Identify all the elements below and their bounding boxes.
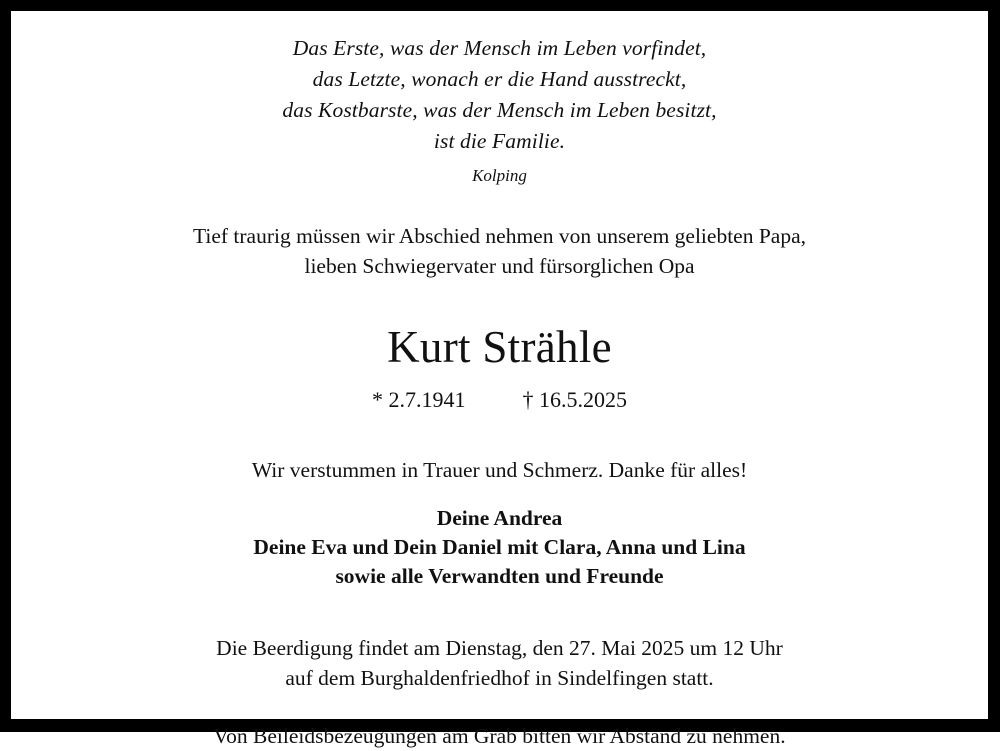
quote-author: Kolping <box>472 166 527 185</box>
family-line-2: Deine Eva und Dein Daniel mit Clara, Anna und Lina <box>253 535 746 559</box>
intro-line-2: lieben Schwiegervater und fürsorglichen Opa <box>304 254 695 278</box>
death-date: † 16.5.2025 <box>522 387 627 412</box>
family-line-1: Deine Andrea <box>436 506 563 530</box>
closing-note: Von Beileidsbezeugungen am Grab bitten wir Abstand zu nehmen. <box>213 724 786 748</box>
obituary-content <box>11 11 988 748</box>
birth-date: * 2.7.1941 <box>372 387 466 412</box>
quote-line-4: ist die Familie. <box>433 129 566 153</box>
life-dates <box>51 385 948 415</box>
funeral-line-1: Die Beerdigung findet am Dienstag, den 27. Mai 2025 um 12 Uhr <box>216 636 783 660</box>
deceased-name: Kurt Strähle <box>387 322 612 372</box>
quote-block <box>51 33 948 157</box>
funeral-line-2: auf dem Burghaldenfriedhof in Sindelfingen statt. <box>285 666 714 690</box>
intro-block <box>51 221 948 281</box>
quote-line-3: das Kostbarste, was der Mensch im Leben besitzt, <box>282 98 717 122</box>
funeral-details <box>51 633 948 693</box>
family-block <box>51 504 948 591</box>
quote-line-2: das Letzte, wonach er die Hand ausstreckt, <box>312 67 687 91</box>
intro-line-1: Tief traurig müssen wir Abschied nehmen von unserem geliebten Papa, <box>192 224 807 248</box>
family-line-3: sowie alle Verwandten und Freunde <box>335 564 664 588</box>
quote-line-1: Das Erste, was der Mensch im Leben vorfindet, <box>292 36 707 60</box>
mourning-message: Wir verstummen in Trauer und Schmerz. Danke für alles! <box>251 458 748 482</box>
